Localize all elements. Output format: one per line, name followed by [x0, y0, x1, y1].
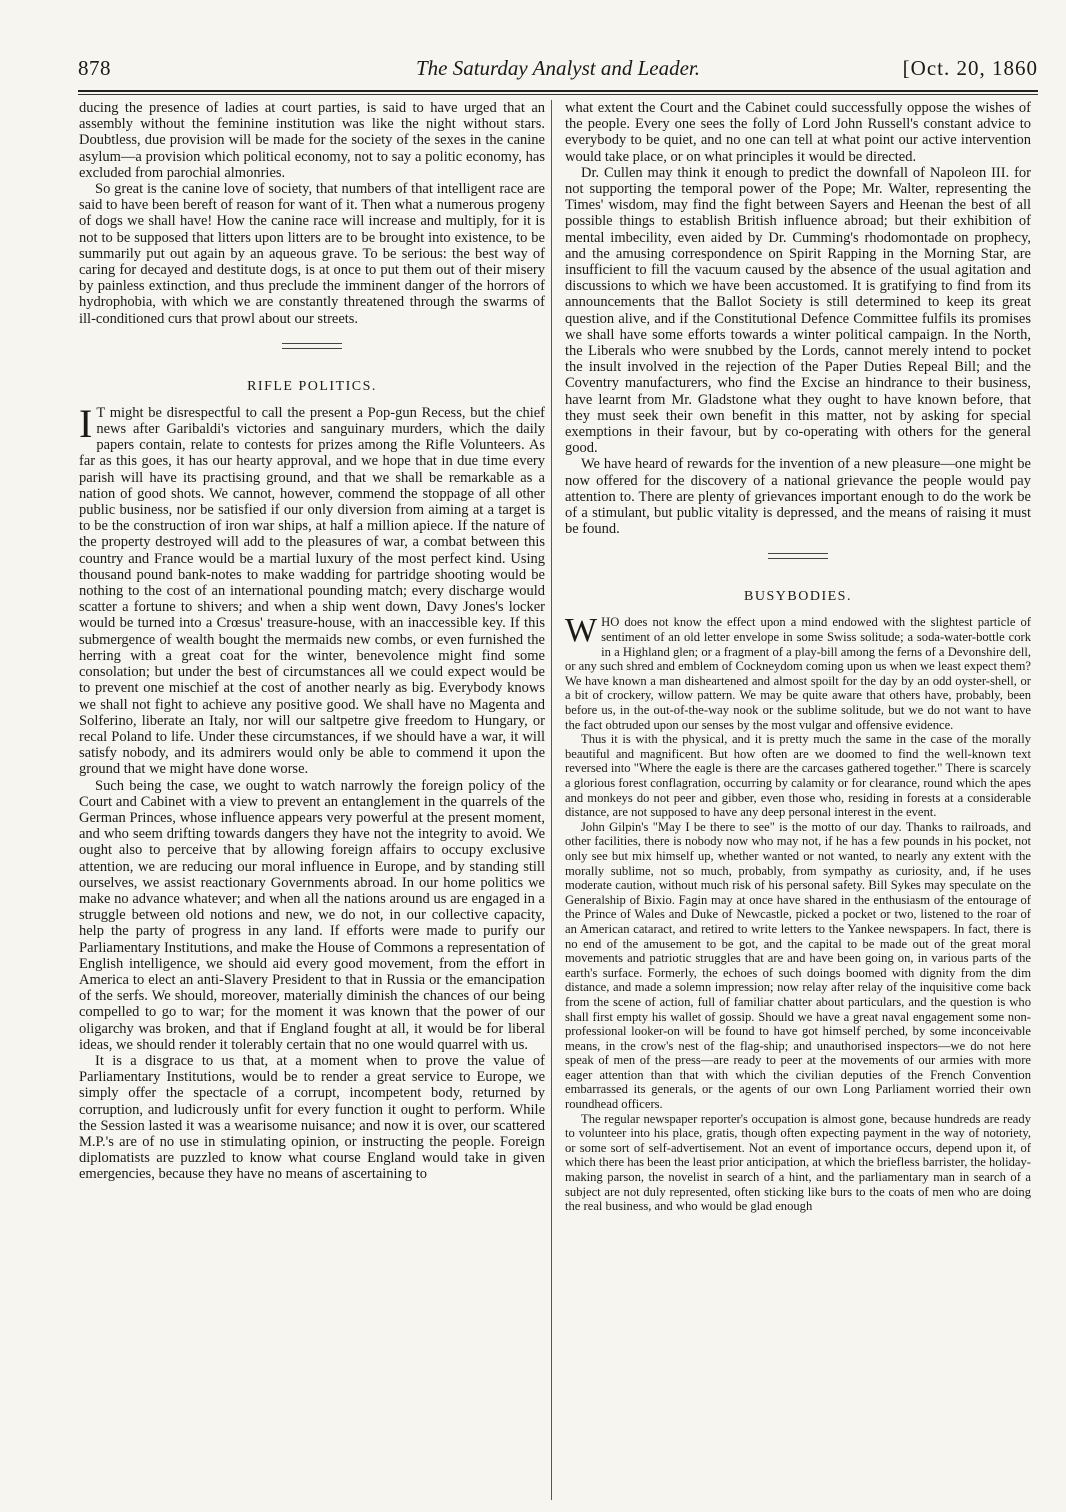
article-paragraph: Such being the case, we ought to watch narrowly the foreign policy of the Court and Cabinet with a view to prevent an entanglement in the quarrels of the German Princes, whose influence appears very powerful at the present moment, and who seem drifting towards dangers they have not the integrity to avoid. We ought also to perceive that by allowing foreign affairs to occupy exclusive attention, we are reducing our moral influence in Europe, and by standing still ourselves, we assist reactionary Governments abroad. In our home politics we make no advance whatever; and when all the nations around us are engaged in a struggle between old notions and new, we do not, in our collective capacity, help the party of progress in any land. If efforts were made to purify our Parliamentary Institutions, and make the House of Commons a representation of English intelligence, we should aid every good movement, from the effort in America to elect an anti-Slavery President to that in Russia or the emancipation of the serfs. We should, moreover, materially diminish the chances of our being compelled to go to war; for the moment it was known that the power of our oligarchy was broken, and that if England fought at all, it would be for liberal ideas, we should render it tolerably certain that no one would quarrel with us. [79, 777, 545, 1053]
header-rule [78, 90, 1038, 92]
left-column [79, 100, 545, 1505]
continued-paragraph: We have heard of rewards for the invention of a new pleasure—one might be now offered for the discovery of a national grievance the people would pay attention to. There are plenty of grievances important enough to do the work be of a stimulant, but public vitality is depressed, and the means of raising it must be found. [565, 456, 1031, 538]
article-paragraph [565, 612, 1031, 732]
article-title-rifle-politics: RIFLE POLITICS. [247, 378, 377, 394]
header-rule-thin [78, 94, 1038, 95]
article-paragraph-text: T might be disrespectful to call the present a Pop-gun Recess, but the chief news after Garibaldi's victories and sanguinary murders, which the daily papers contain, relate to contests for prizes among the Rifle Volunteers. As far as this goes, it has our hearty approval, and we hope that in due time every parish will have its practising ground, and that we shall be remarkable as a nation of good shots. We cannot, however, commend the stoppage of all other public business, nor be satisfied if our only diversion from aiming at a target is to be the construction of iron war ships, at half a million apiece. If the nature of the property destroyed will add to the pleasures of war, a combat between this country and France would be a martial luxury of the most perfect kind. Using thousand pound bank-notes to make wadding for partridge shooting would be nothing to the cost of an international pounding match; every discharge would scatter a fortune to shivers; and when a ship went down, Davy Jones's locker would be turned into a Crœsus' treasure-house, with an inaccessible key. If this submergence of wealth bought the mermaids new combs, or even furnished the herring with a great coat for the winter, benevolence might find some consolation; but under the best of circumstances all we could expect would be to prevent one mischief at the cost of another nearly as big. Everybody knows we shall not fight to achieve any positive good. We shall have no Magenta and Solferino, liberate an Italy, nor will our saltpetre give freedom to Hungary, or recal Poland to life. Under these circumstances, if we should have a war, it will satisfy nobody, and its admirers would only be able to commend it upon the ground that we might have done worse. [79, 404, 545, 778]
issue-date: [Oct. 20, 1860 [902, 56, 1038, 80]
section-separator [79, 343, 545, 379]
continued-paragraph: Dr. Cullen may think it enough to predict the downfall of Napoleon III. for not supporting the temporal power of the Pope; Mr. Walter, representing the Times' wisdom, may find the fight between Sayers and Heenan the best of all possible things to establish British influence abroad; but their exhibition of mental imbecility, even aided by Dr. Cumming's rhodomontade on prophecy, and the amusing correspondence on Spirit Rapping in the Morning Star, are insufficient to fill the vacuum caused by the absence of the usual agitation and discussions to which we have been accustomed. It is gratifying to find from its announcements that the Ballot Society is still determined to keep its great question alive, and if the Constitutional Defence Committee fulfils its promises we shall have some efforts towards a winter political campaign. In the North, the Liberals who were snubbed by the Lords, cannot merely intend to pocket the insult involved in the rejection of the Paper Duties Repeal Bill; and the Coventry manufacturers, who find the Excise an hindrance to their business, have learnt from Mr. Gladstone what they ought to have known before, that they must seek their own benefit in this matter, not by asking for special exemptions in their favour, but by co-operating with others for the general good. [565, 164, 1031, 457]
page-number: 878 [78, 56, 111, 80]
running-title: The Saturday Analyst and Leader. [415, 56, 701, 80]
intro-paragraph: So great is the canine love of society, that numbers of that intelligent race are said to have been bereft of reason for want of it. Then what a numerous progeny of dogs we shall have! How the canine race will increase and multiply, for it is not to be supposed that litters upon litters are to be brought into existence, to be summarily put out again by an aqueous grave. To be serious: the best way of caring for decayed and destitute dogs, is at once to put them out of their misery by painless extinction, and thus preclude the imminent danger of the horrors of hydrophobia, with which we are constantly threatened through the swarms of ill-conditioned curs that prowl about our streets. [79, 181, 545, 327]
article-paragraph: John Gilpin's "May I be there to see" is the motto of our day. Thanks to railroads, and other facilities, there is nobody now who may not, if he has a few pounds in his pocket, not only see but mix himself up, whether wanted or not wanted, to nearly any extent with the morally sublime, not so much, probably, from sympathy as curiosity, and, if he uses moderate caution, without much risk of his personal safety. Bill Sykes may speculate on the Generalship of Bixio. Fagin may at once have shared in the enthusiasm of the entourage of the Prince of Wales and Duke of Newcastle, picked a pocket or two, listened to the roar of an American cataract, and retired to write letters to the Yankee newspapers. In fact, there is no end of the amusement to be got, and the capital to be made out of the great moral movements and patriotic struggles that are and have been going on, in various parts of the earth's surface. Formerly, the echoes of such doings boomed with dignity from the dim distance, and made a solemn impression; now relay after relay of the inquisitive come back from the scene of action, full of familiar chatter about particulars, and the question is who shall first empty his wallet of gossip. Should we have a great naval engagement some non-professional looker-on will be found to have got himself perched, by some inconceivable means, in the crow's nest of the flag-ship; and unauthorised inspectors—we do not here speak of men of the press—are ready to peer at the movements of our armies with more eager attention than that with which the civilian deputies of the French Convention embarrassed its generals, or the agents of our own Long Parliament worried their own roundhead officers. [565, 819, 1031, 1112]
article-title-busybodies: BUSYBODIES. [744, 589, 852, 605]
drop-cap: I [79, 400, 93, 446]
continued-paragraph: what extent the Court and the Cabinet could successfully oppose the wishes of the people. Every one sees the folly of Lord John Russell's constant advice to everybody to be quiet, and no one can tell at what point our active intervention would take place, or on what principles it would be directed. [565, 100, 1031, 165]
article-paragraph [79, 400, 545, 778]
article-paragraph: The regular newspaper reporter's occupation is almost gone, because hundreds are ready to volunteer into his place, gratis, though often expecting payment in the way of notoriety, or some sort of self-advertisement. Not an event of importance occurs, depend upon it, of which there has been the least prior anticipation, at which the briefless barrister, the holiday-making parson, the novelist in search of a hint, and the parliamentary man in search of a subject are not duly represented, often sticking like burs to the coats of men who are doing the real business, and who would be glad enough [565, 1111, 1031, 1214]
intro-paragraph: ducing the presence of ladies at court parties, is said to have urged that an assembly without the feminine institution was like the night without stars. Doubtless, due provision will be made for the society of the sexes in the canine asylum—a provision which political economy, not to say a politic economy, has excluded from parochial almonries. [79, 100, 545, 181]
section-separator [565, 553, 1031, 589]
article-paragraph: Thus it is with the physical, and it is pretty much the same in the case of the morally beautiful and magnificent. But how often are we doomed to find the well-known text reversed into "Where the eagle is there are the carcases gathered together." There is scarcely a glorious forest conflagration, occurring by calamity or for clearance, round which the apes and monkeys do not peer and gibber, even those who, residing in forests at a considerable distance, are not supposed to have any deep personal interest in the event. [565, 732, 1031, 820]
page-header [78, 54, 1038, 88]
busybodies-article [565, 612, 1031, 1214]
column-divider [551, 100, 552, 1500]
article-paragraph-text: HO does not know the effect upon a mind endowed with the slightest particle of sentiment of an old letter envelope in some Swiss solitude; a soda-water-bottle cork in a Highland glen; or a fragment of a play-bill among the ferns of a Devonshire dell, or any such shred and emblem of Cockneydom coming upon us when we least expect them? We have known a man disheartened and almost spoilt for the day by an odd oyster-shell, or a bit of crockery, willow pattern. We may be quite aware that others have, probably, been before us, in the out-of-the-way nook or the sublime solitude, but we do not want to have the fact obtruded upon our senses by the most vulgar and offensive evidence. [565, 615, 1031, 732]
drop-cap: W [565, 612, 598, 650]
article-paragraph: It is a disgrace to us that, at a moment when to prove the value of Parliamentary Institutions, would be to render a great service to Europe, we simply offer the spectacle of a corrupt, incompetent body, returned by corruption, and ludicrously unfit for every function it ought to perform. While the Session lasted it was a wearisome nuisance; and now it is over, our scattered M.P.'s are of no use in stimulating opinion, or instructing the people. Foreign diplomatists are puzzled to know what course England would take in given emergencies, because they have no means of ascertaining to [79, 1052, 545, 1183]
right-column [565, 100, 1031, 1505]
